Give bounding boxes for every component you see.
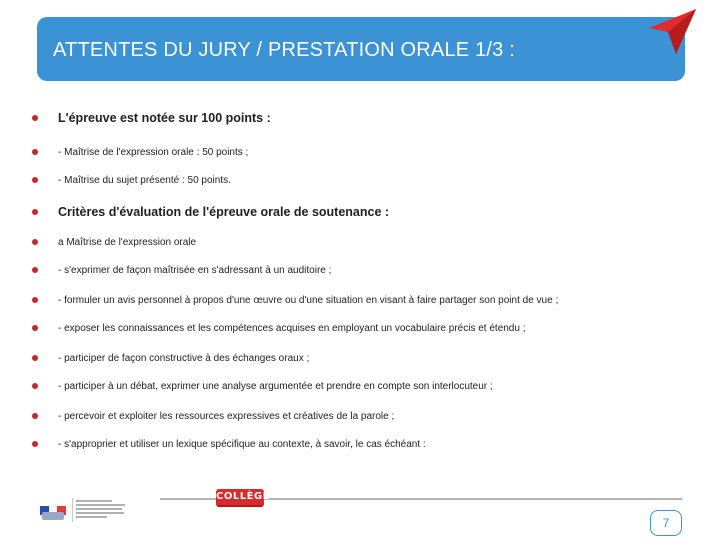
- bullet-text: - exposer les connaissances et les compétences acquises en employant un vocabulaire précis et étendu ;: [58, 322, 526, 334]
- ministry-logo: [36, 496, 131, 526]
- college-badge: COLLÈGE: [216, 489, 264, 507]
- bullet-text: - participer de façon constructive à des échanges oraux ;: [58, 352, 310, 364]
- list-item: [30, 202, 389, 222]
- bullet-text: L'épreuve est notée sur 100 points :: [58, 111, 271, 125]
- bullet-icon: [32, 441, 38, 447]
- bullet-icon: [32, 383, 38, 389]
- list-item: [30, 170, 231, 190]
- bullet-text: - participer à un débat, exprimer une analyse argumentée et prendre en compte son interlocuteur ;: [58, 380, 493, 392]
- bullet-text: - formuler un avis personnel à propos d'une œuvre ou d'une situation en visant à faire partager son point de vue ;: [58, 294, 559, 306]
- bullet-icon: [32, 115, 38, 121]
- bullet-text: a Maîtrise de l'expression orale: [58, 236, 197, 248]
- ministry-name-lines: [76, 500, 128, 520]
- list-item: [30, 434, 426, 454]
- bullet-icon: [32, 297, 38, 303]
- bullet-icon: [32, 325, 38, 331]
- bullet-icon: [32, 209, 38, 215]
- logo-divider: [72, 498, 73, 522]
- list-item: [30, 376, 493, 396]
- list-item: [30, 142, 248, 162]
- french-flag-icon: [40, 502, 66, 511]
- bullet-icon: [32, 177, 38, 183]
- bullet-text: - percevoir et exploiter les ressources expressives et créatives de la parole ;: [58, 410, 395, 422]
- bullet-icon: [32, 239, 38, 245]
- page-number: 7: [650, 510, 682, 536]
- bullet-text: - Maîtrise de l'expression orale : 50 points ;: [58, 146, 249, 158]
- list-item: [30, 318, 526, 338]
- bullet-text: - s'exprimer de façon maîtrisée en s'adressant à un auditoire ;: [58, 264, 332, 276]
- list-item: [30, 260, 331, 280]
- bullet-icon: [32, 149, 38, 155]
- list-item: [30, 232, 196, 252]
- bullet-icon: [32, 413, 38, 419]
- bullet-icon: [32, 267, 38, 273]
- page-title: ATTENTES DU JURY / PRESTATION ORALE 1/3 :: [53, 39, 515, 61]
- marianne-icon: [42, 512, 64, 520]
- list-item: [30, 348, 309, 368]
- list-item: [30, 290, 558, 310]
- bullet-text: - s'approprier et utiliser un lexique spécifique au contexte, à savoir, le cas échéant :: [58, 438, 426, 450]
- bullet-text: Critères d'évaluation de l'épreuve orale de soutenance :: [58, 205, 390, 219]
- bullet-text: - Maîtrise du sujet présenté : 50 points.: [58, 174, 231, 186]
- red-arrow-logo-icon: [646, 6, 698, 58]
- header-banner: [37, 17, 685, 81]
- bullet-icon: [32, 355, 38, 361]
- list-item: [30, 406, 394, 426]
- list-item: [30, 108, 271, 128]
